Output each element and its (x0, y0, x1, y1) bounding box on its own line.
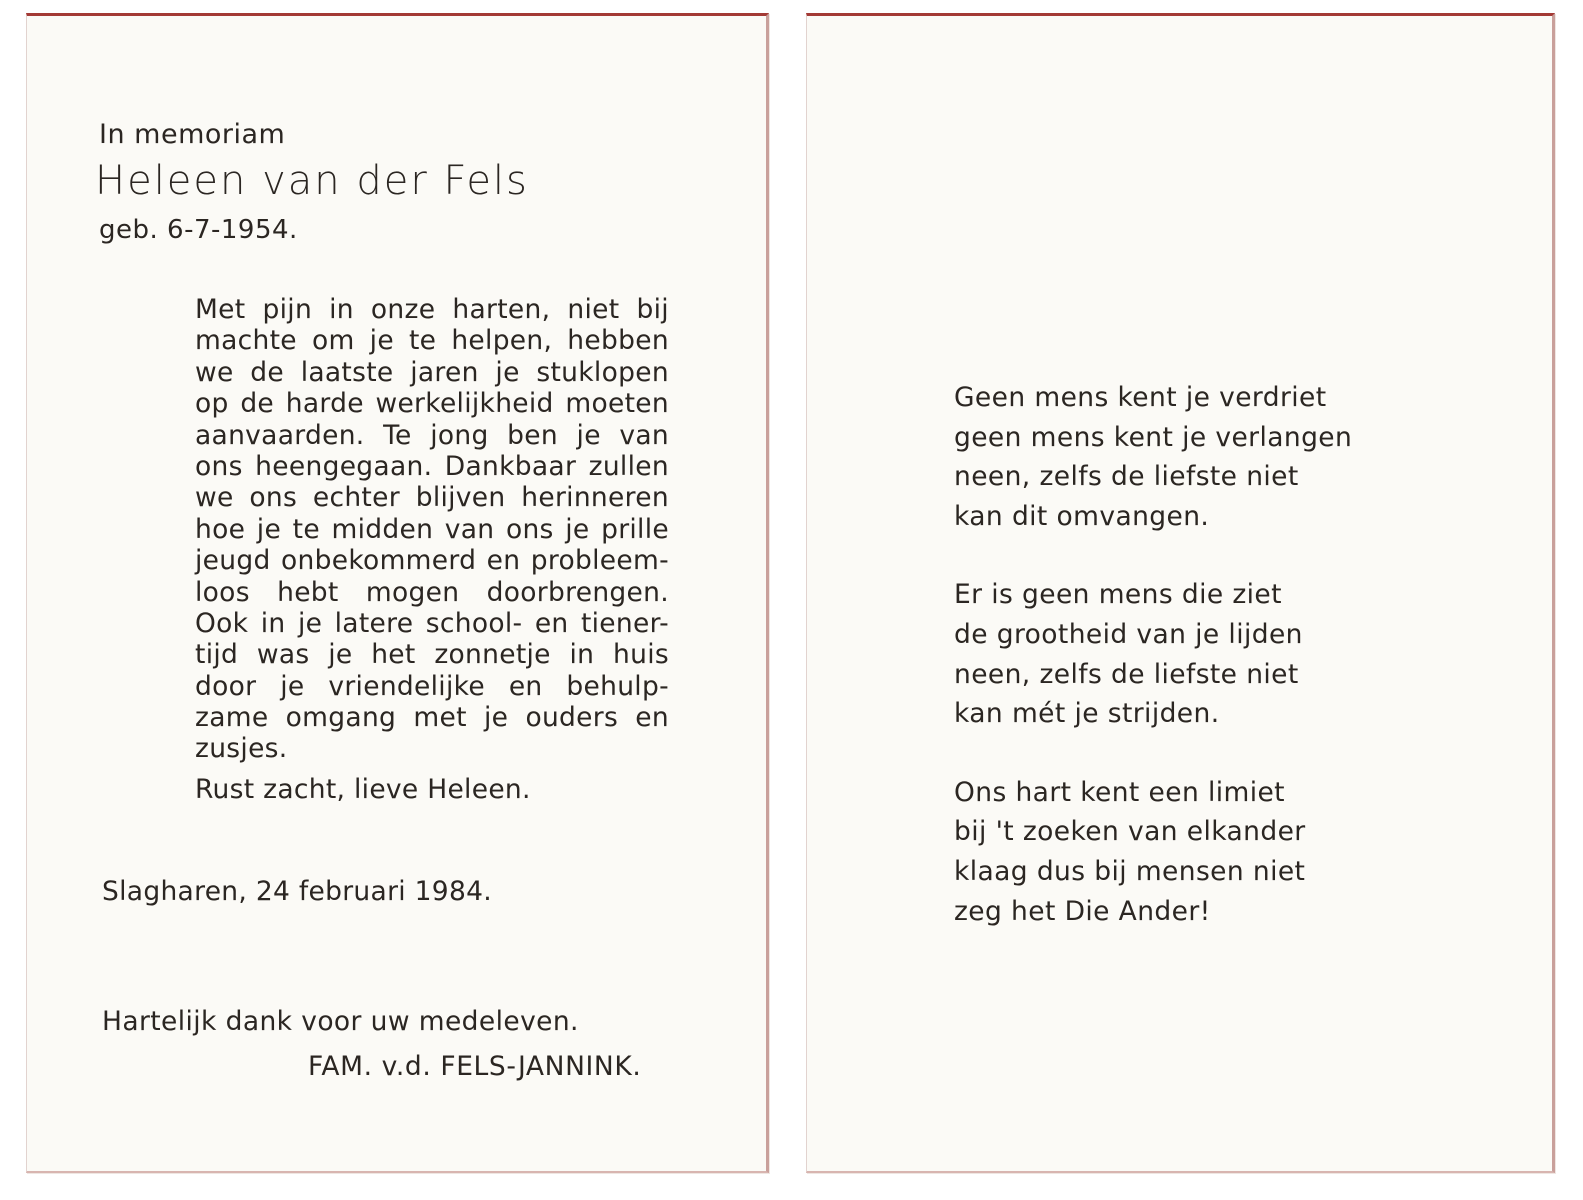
memorial-text-line: machte om je te helpen, hebben (195, 325, 669, 357)
poem-stanza-2 (954, 575, 1352, 733)
poem-line: bij 't zoeken van elkander (954, 816, 1306, 848)
memorial-card-left-page (26, 13, 769, 1173)
memorial-text-line: Ook in je latere school- en tiener- (195, 607, 669, 639)
memorial-text-line: jeugd onbekommerd en probleem- (195, 545, 669, 577)
memorial-card-right-page (806, 13, 1555, 1173)
memorial-text-line: zusjes. (195, 733, 288, 765)
memorial-text-line: tijd was je het zonnetje in huis (195, 639, 669, 671)
poem-line: geen mens kent je verlangen (954, 421, 1353, 453)
poem-line: kan mét je strijden. (954, 698, 1220, 730)
poem-line: neen, zelfs de liefste niet (954, 658, 1299, 690)
memorial-text-line: we de laatste jaren je stuklopen (195, 356, 669, 388)
memorial-text-line: we ons echter blijven herinneren (195, 482, 669, 514)
poem-line: klaag dus bij mensen niet (954, 855, 1306, 887)
poem-line: Geen mens kent je verdriet (954, 382, 1327, 413)
poem-line: Ons hart kent een limiet (954, 776, 1285, 808)
memorial-text (195, 294, 669, 765)
poem-line: de grootheid van je lijden (954, 618, 1303, 650)
thanks-line: Hartelijk dank voor uw medeleven. (102, 1006, 579, 1037)
poem-line: zeg het Die Ander! (954, 895, 1211, 927)
poem-stanza-1 (954, 378, 1352, 536)
poem-stanza-3 (954, 773, 1352, 931)
birth-date: geb. 6-7-1954. (99, 215, 298, 245)
memorial-text-line: door je vriendelijke en behulp- (195, 670, 669, 702)
memorial-text-line: op de harde werkelijkheid moeten (195, 388, 669, 420)
memorial-text-line: aanvaarden. Te jong ben je van (195, 419, 669, 451)
memorial-text-line: Met pijn in onze harten, niet bij (195, 294, 669, 325)
place-and-date: Slagharen, 24 februari 1984. (102, 876, 493, 907)
poem (954, 378, 1352, 970)
poem-line: Er is geen mens die ziet (954, 579, 1282, 611)
memorial-text-line: ons heengegaan. Dankbaar zullen (195, 450, 669, 482)
deceased-name: Heleen van der Fels (95, 158, 529, 204)
family-signature: FAM. v.d. FELS-JANNINK. (308, 1051, 642, 1082)
memorial-text-line: zame omgang met je ouders en (195, 702, 669, 734)
poem-line: kan dit omvangen. (954, 500, 1210, 532)
memorial-text-line: loos hebt mogen doorbrengen. (195, 576, 669, 608)
closing-line: Rust zacht, lieve Heleen. (195, 774, 531, 805)
poem-line: neen, zelfs de liefste niet (954, 461, 1299, 493)
memorial-text-line: hoe je te midden van ons je prille (195, 513, 669, 545)
heading-in-memoriam: In memoriam (99, 119, 286, 150)
